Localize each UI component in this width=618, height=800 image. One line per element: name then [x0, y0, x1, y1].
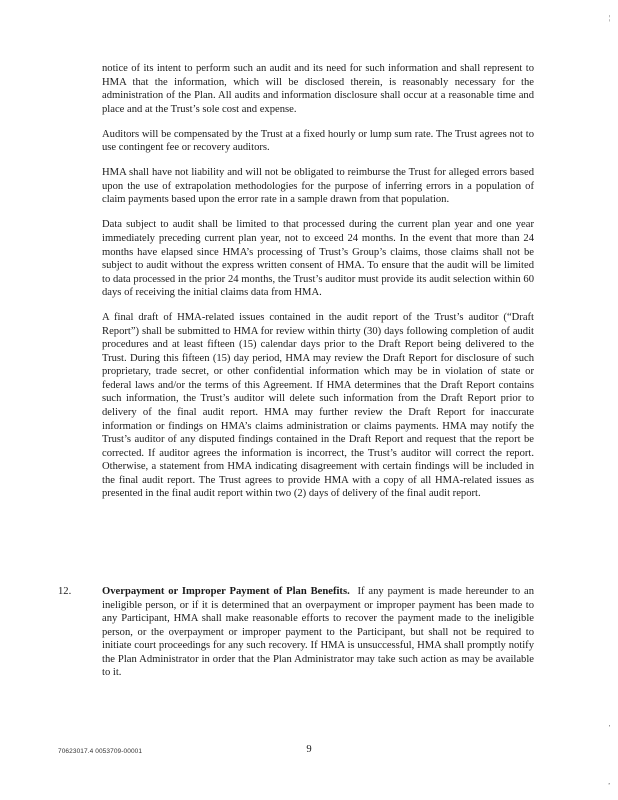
margin-mark-bottom: ': [608, 724, 610, 732]
footer-doc-code: 70623017.4 0053709-00001: [58, 748, 143, 755]
margin-mark-top: ¦: [608, 14, 610, 22]
section-heading: Overpayment or Improper Payment of Plan Benefits.: [102, 586, 350, 597]
section-12: [58, 585, 534, 691]
document-body: [102, 62, 534, 512]
page-number: 9: [306, 744, 312, 755]
section-number: 12.: [58, 586, 72, 597]
paragraph-audit-data-limit: Data subject to audit shall be limited to that processed during the current plan year and one year immediately preceding current plan year, not to exceed 24 months. In the event that more than 24 months have elapsed since HMA’s processing of Trust’s Group’s claims, those claims shall not be subject to audit without the express written consent of HMA. To ensure that the audit will be limited to data processed in the prior 24 months, the Trust’s auditor must provide its audit selection within 60 days of receiving the initial claims data from HMA.: [102, 219, 534, 299]
paragraph-extrapolation-liability: HMA shall have not liability and will not be obligated to reimburse the Trust for alleged errors based upon the use of extrapolation methodologies for the purpose of inferring errors in a population of claim payments based upon the error rate in a sample drawn from that population.: [102, 167, 534, 206]
paragraph-draft-report: A final draft of HMA-related issues contained in the audit report of the Trust’s auditor (“Draft Report”) shall be submitted to HMA for review within thirty (30) days following completion of audit procedures and at least fifteen (15) calendar days prior to the Draft Report being delivered to the Trust. During this fifteen (15) day period, HMA may review the Draft Report for disclosure of such proprietary, trade secret, or other confidential information which may be in violation of state or federal laws and/or the terms of this Agreement. If HMA determines that the Draft Report contains such information, the Trust’s auditor will delete such information from the Draft Report prior to delivery of the final audit report. HMA may further review the Draft Report for inaccurate information or findings on HMA’s claims administration or claims payments. HMA may notify the Trust’s auditor of any disputed findings contained in the Draft Report and request that the report be corrected. If auditor agrees the information is incorrect, the Trust’s auditor will correct the report. Otherwise, a statement from HMA indicating disagreement with certain findings will be included in the final audit report. The Trust agrees to provide HMA with a copy of all HMA-related issues as presented in the final audit report within two (2) days of delivery of the final audit report.: [102, 312, 534, 500]
paragraph-audit-notice: notice of its intent to perform such an audit and its need for such information and shall represent to HMA that the information, which will be disclosed therein, is reasonably necessary for the administration of the Plan. All audits and information disclosure shall occur at a reasonable time and place and at the Trust’s sole cost and expense.: [102, 63, 534, 115]
section-paragraph: [102, 585, 534, 680]
section-text: If any payment is made hereunder to an ineligible person, or if it is determined that an overpayment or improper payment has been made to any Participant, HMA shall make reasonable efforts to recover the payment made to the ineligible person, or the overpayment or improper payment to the Participant, but shall not be required to initiate court proceedings for any such recovery. If HMA is unsuccessful, HMA shall promptly notify the Plan Administrator in order that the Plan Administrator may take such action as may be available to it.: [102, 586, 535, 679]
margin-mark-bottom-2: ,: [608, 778, 610, 786]
paragraph-auditor-compensation: Auditors will be compensated by the Trust at a fixed hourly or lump sum rate. The Trust agrees not to use contingent fee or recovery auditors.: [102, 128, 534, 154]
